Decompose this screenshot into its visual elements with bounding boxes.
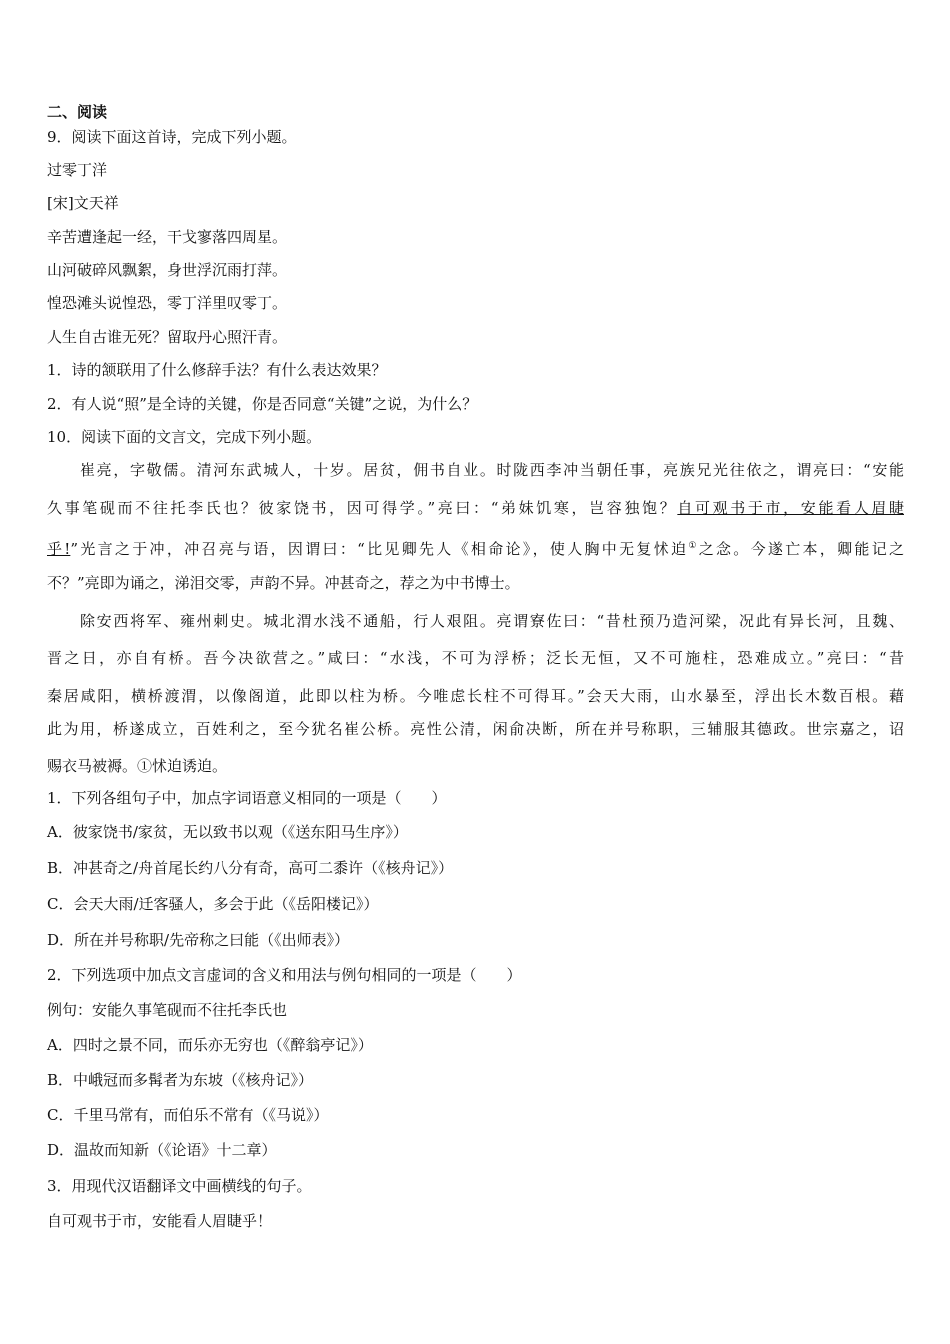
option-c: C．会天大雨/迁客骚人，多会于此（《岳阳楼记》） [47, 895, 379, 913]
poem-line: 惶恐滩头说惶恐，零丁洋里叹零丁。 [47, 294, 288, 312]
poem-line: 山河破碎风飘絮，身世浮沉雨打萍。 [47, 261, 288, 279]
q10-sub2: 2．下列选项中加点文言虚词的含义和用法与例句相同的一项是（ ） [47, 966, 522, 984]
poem-title: 过零丁洋 [47, 161, 108, 179]
q9-prompt: 9．阅读下面这首诗，完成下列小题。 [47, 128, 297, 146]
passage-line: 赐衣马被褥。①怵迫诱迫。 [47, 757, 228, 775]
passage-text: ”光言之于冲，冲召亮与语，因谓曰：“比见卿先人《相命论》，使人胸中无复怵迫 [70, 540, 689, 558]
passage-line [47, 498, 904, 518]
poem-author: [宋]文天祥 [47, 194, 119, 212]
option-a: A．四时之景不同，而乐亦无穷也（《醉翁亭记》） [47, 1036, 373, 1054]
section-title: 二、阅读 [47, 103, 108, 121]
q10-sub1: 1．下列各组句子中，加点字词语意义相同的一项是（ ） [47, 789, 447, 807]
passage-text: 久事笔砚而不往托李氏也？彼家饶书，因可得学。”亮曰：“弟妹饥寒，岂容独饱？ [47, 499, 678, 517]
example-sentence: 例句：安能久事笔砚而不往托李氏也 [47, 1001, 288, 1019]
option-d: D．所在并号称职/先帝称之曰能（《出师表》） [47, 931, 350, 949]
option-b: B．中峨冠而多髯者为东坡（《核舟记》） [47, 1071, 314, 1089]
option-b: B．冲甚奇之/舟首尾长约八分有奇，高可二黍许（《核舟记》） [47, 859, 454, 877]
option-d: D．温故而知新（《论语》十二章） [47, 1141, 277, 1159]
passage-line: 不？”亮即为诵之，涕泪交零，声韵不异。冲甚奇之，荐之为中书博士。 [47, 574, 520, 592]
passage-line: 秦居咸阳，横桥渡渭，以像阁道，此即以柱为桥。今唯虑长柱不可得耳。”会天大雨，山水暴至，浮出长木数百根。藉 [47, 687, 904, 705]
passage-text: 之念。今遂亡本，卿能记之 [698, 540, 904, 558]
q9-sub1: 1．诗的颔联用了什么修辞手法？有什么表达效果？ [47, 361, 387, 379]
poem-line: 辛苦遭逢起一经，干戈寥落四周星。 [47, 228, 288, 246]
underlined-sentence: 自可观书于市，安能看人眉睫 [677, 499, 904, 517]
passage-line: 除安西将军、雍州刺史。城北渭水浅不通船，行人艰阻。亮谓寮佐曰：“昔杜预乃造河梁，况此有异长河，且魏、 [80, 612, 904, 630]
passage-line: 晋之日，亦自有桥。吾今决欲营之。”咸曰：“水浅，不可为浮桥；泛长无恒，又不可施柱，恐难成立。”亮曰：“昔 [47, 649, 904, 667]
footnote-marker: ① [688, 541, 699, 551]
passage-line [47, 536, 904, 559]
q9-sub2: 2．有人说“照”是全诗的关键，你是否同意“关键”之说，为什么？ [47, 395, 478, 413]
underlined-sentence-end: 乎! [47, 540, 71, 558]
option-a: A．彼家饶书/家贫，无以致书以观（《送东阳马生序》） [47, 823, 408, 841]
translation-sentence: 自可观书于市，安能看人眉睫乎！ [47, 1212, 273, 1230]
q10-sub3: 3．用现代汉语翻译文中画横线的句子。 [47, 1177, 312, 1195]
option-c: C．千里马常有，而伯乐不常有（《马说》） [47, 1106, 329, 1124]
poem-line: 人生自古谁无死？留取丹心照汗青。 [47, 328, 288, 346]
passage-line: 崔亮，字敬儒。清河东武城人，十岁。居贫，佣书自业。时陇西李冲当朝任事，亮族兄光往依之，谓亮曰：“安能 [80, 461, 904, 479]
q10-prompt: 10．阅读下面的文言文，完成下列小题。 [47, 428, 322, 446]
passage-line: 此为用，桥遂成立，百姓利之，至今犹名崔公桥。亮性公清，闲俞决断，所在并号称职，三辅服其德政。世宗嘉之，诏 [47, 720, 904, 738]
